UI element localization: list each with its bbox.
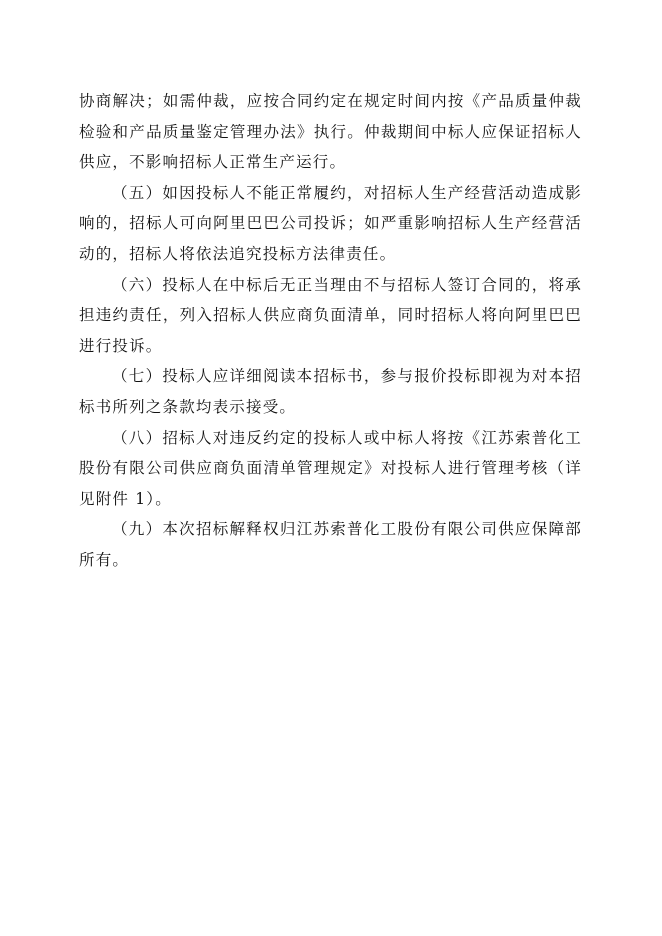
document-body	[79, 86, 582, 576]
paragraph-clause-7: （七）投标人应详细阅读本招标书，参与报价投标即视为对本招标书所列之条款均表示接受。	[79, 367, 582, 416]
paragraph-clause-8: （八）招标人对违反约定的投标人或中标人将按《江苏索普化工股份有限公司供应商负面清单管理规定》对投标人进行管理考核（详见附件 1）。	[79, 428, 582, 508]
paragraph-clause-5: （五）如因投标人不能正常履约，对招标人生产经营活动造成影响的，招标人可向阿里巴巴公司投诉；如严重影响招标人生产经营活动的，招标人将依法追究投标方法律责任。	[79, 183, 582, 263]
paragraph-clause-9: （九）本次招标解释权归江苏索普化工股份有限公司供应保障部所有。	[79, 520, 582, 569]
paragraph-clause-6: （六）投标人在中标后无正当理由不与招标人签订合同的，将承担违约责任，列入招标人供应商负面清单，同时招标人将向阿里巴巴进行投诉。	[79, 275, 582, 355]
paragraph-continuation: 协商解决；如需仲裁，应按合同约定在规定时间内按《产品质量仲裁检验和产品质量鉴定管理办法》执行。仲裁期间中标人应保证招标人供应，不影响招标人正常生产运行。	[79, 92, 582, 172]
